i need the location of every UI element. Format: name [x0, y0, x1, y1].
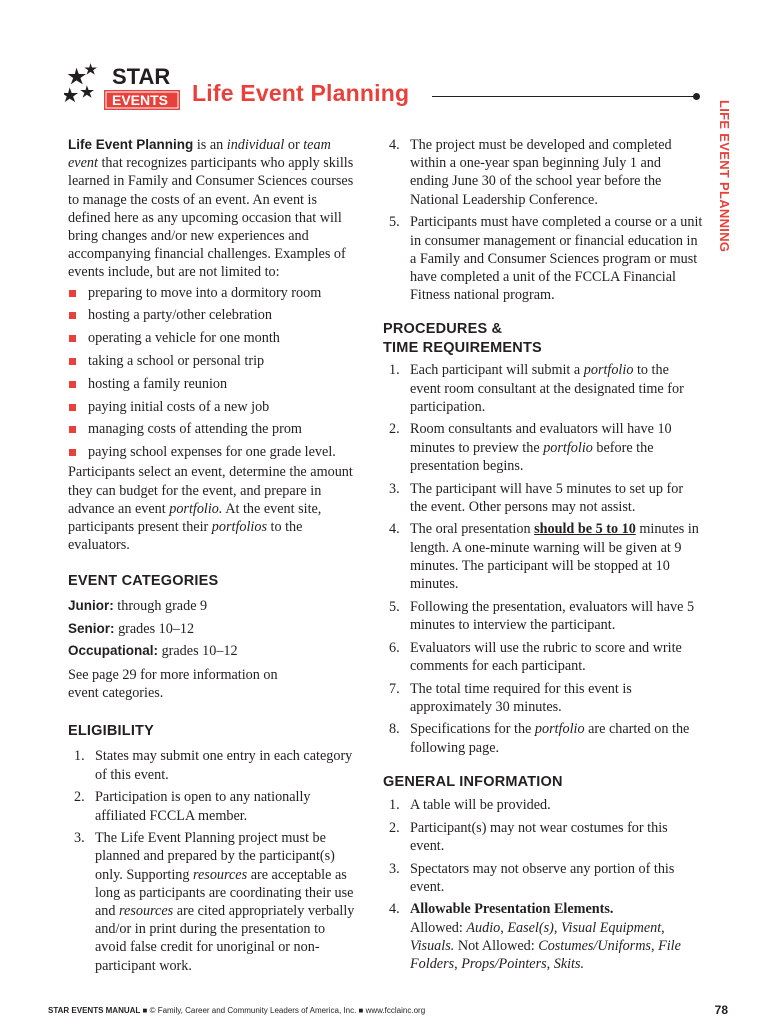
category-row	[68, 597, 360, 615]
list-item: 6. Evaluators will use the rubric to score and write comments for each participant.	[389, 639, 682, 674]
item-text: resources	[193, 866, 248, 883]
item-text: Not Allowed:	[454, 937, 539, 954]
item-text: before the presentation begins.	[410, 439, 654, 474]
list-item: 4. The oral presentation should be 5 to 10 minutes in length. A one-minute warning will be given at 9 minutes. The participant will be stopped at 10 minutes.	[389, 521, 699, 593]
category-value: grades 10–12	[158, 642, 238, 659]
item-text: ,	[454, 956, 462, 973]
list-item: 3. Spectators may not observe any portion of this event.	[389, 860, 675, 895]
list-item: 5. Following the presentation, evaluators will have 5 minutes to interview the participant.	[389, 598, 695, 633]
page-number: 78	[714, 1003, 728, 1017]
item-text: resources	[119, 903, 174, 920]
list-item: 4. The project must be developed and completed within a one-year span beginning July 1 and ending June 30 of the school year before the National Leadership Conference.	[389, 137, 672, 208]
list-item: taking a school or personal trip	[68, 352, 360, 370]
category-value: through grade 9	[113, 598, 208, 615]
item-text: Following the presentation, evaluators will have 5 minutes to interview the participant.	[410, 598, 695, 633]
list-item: 2. Participation is open to any nationally affiliated FCCLA member.	[74, 789, 311, 824]
item-text: are charted on the following page.	[410, 721, 690, 756]
list-item: preparing to move into a dormitory room	[68, 284, 360, 302]
item-text: Audio	[466, 919, 501, 936]
paragraph-text: portfolio.	[169, 500, 223, 517]
list-item: 2. Room consultants and evaluators will have 10 minutes to preview the portfolio before the presentation begins.	[389, 421, 672, 474]
item-text: The participant will have 5 minutes to set up for the event. Other persons may not assist.	[410, 480, 684, 515]
item-text: Room consultants and evaluators will have 10 minutes to preview the	[410, 421, 672, 456]
item-text: Skits.	[553, 956, 585, 973]
item-text: to the event room consultant at the designated time for participation.	[410, 362, 684, 415]
item-text: The oral presentation	[410, 521, 535, 538]
title-rule	[432, 96, 695, 97]
title-rule-dot	[693, 93, 700, 100]
list-item: paying initial costs of a new job	[68, 398, 360, 416]
list-item: paying school expenses for one grade level.	[68, 443, 360, 461]
item-text: minutes in length. A one-minute warning will be given at 9 minutes. The participant will be stopped at 10 minutes.	[410, 521, 699, 593]
item-text: Participants must have completed a course or a unit in consumer management or financial education in a Family and Consumer Sciences program or must have completed a unit of the FCCLA Financial Fitness national program.	[410, 214, 703, 304]
item-text: portfolio	[543, 439, 593, 456]
category-label: Occupational:	[68, 642, 159, 658]
svg-text:EVENTS: EVENTS	[112, 92, 169, 108]
item-text: Allowable Presentation Elements.	[410, 901, 614, 918]
procedures-list	[383, 361, 703, 757]
list-item: 1. Each participant will submit a portfolio to the event room consultant at the designated time for participation.	[389, 362, 684, 415]
examples-list	[68, 284, 360, 462]
item-text: Each participant will submit a	[410, 362, 584, 379]
svg-text:STAR: STAR	[112, 64, 171, 89]
section-heading-procedures: TIME REQUIREMENTS	[383, 340, 542, 357]
section-heading-procedures: PROCEDURES &	[383, 321, 503, 338]
item-text: should be 5 to 10	[534, 521, 636, 538]
intro-text: is an	[193, 137, 227, 153]
item-text: Easel(s)	[507, 919, 554, 936]
list-item: 7. The total time required for this event is approximately 30 minutes.	[389, 680, 632, 715]
left-column	[68, 136, 360, 979]
item-text: Evaluators will use the rubric to score and write comments for each participant.	[410, 639, 682, 674]
list-item: hosting a family reunion	[68, 375, 360, 393]
page-title: Life Event Planning	[192, 80, 410, 106]
intro-text: individual	[226, 137, 285, 153]
item-text: ,	[661, 919, 665, 936]
section-heading-general: GENERAL INFORMATION	[383, 773, 563, 790]
star-events-logo	[64, 62, 182, 114]
section-heading-eligibility: ELIGIBILITY	[68, 723, 154, 740]
right-column	[383, 136, 703, 978]
eligibility-list	[68, 747, 360, 974]
category-label: Junior:	[68, 598, 114, 614]
item-text: Visual Equipment	[560, 919, 662, 936]
item-text: States may submit one entry in each category of this event.	[95, 748, 353, 783]
item-text: portfolio	[583, 362, 634, 379]
item-text: are acceptable as long as participants are coordinating their use and	[95, 866, 354, 920]
page-footer	[48, 1003, 728, 1017]
item-text: A table will be provided.	[410, 796, 551, 813]
list-item: hosting a party/other celebration	[68, 306, 360, 324]
item-text: Allowed:	[410, 919, 467, 936]
category-value: grades 10–12	[114, 620, 195, 637]
list-item: 2. Participant(s) may not wear costumes for this event.	[389, 819, 668, 854]
categories-note: See page 29 for more information on event categories.	[68, 667, 278, 702]
list-item: 1. States may submit one entry in each category of this event.	[74, 748, 353, 783]
section-heading-categories: EVENT CATEGORIES	[68, 573, 219, 590]
list-item: managing costs of attending the prom	[68, 420, 360, 438]
category-row	[68, 620, 360, 638]
item-text: Props/Pointers	[461, 956, 547, 973]
category-label: Senior:	[68, 620, 115, 636]
item-text: The project must be developed and completed within a one-year span beginning July 1 and ending June 30 of the school year before the National Leadership Conference.	[410, 137, 672, 208]
intro-text: team event	[68, 137, 331, 172]
intro-text: or	[284, 137, 304, 153]
item-text: The total time required for this event is approximately 30 minutes.	[410, 680, 632, 715]
item-text: Costumes/Uniforms	[538, 937, 651, 954]
after-paragraph	[68, 463, 360, 554]
footer-text	[48, 1006, 425, 1015]
list-item: 5. Participants must have completed a course or a unit in consumer management or financial education in a Family and Consumer Sciences program or must have completed a unit of the FCCLA Financial Fitness national program.	[389, 214, 703, 304]
list-item: 1. A table will be provided.	[389, 796, 551, 813]
list-item: 3. The participant will have 5 minutes to set up for the event. Other persons may not assist.	[389, 480, 684, 515]
item-text: ,	[546, 956, 554, 973]
list-item: operating a vehicle for one month	[68, 329, 360, 347]
list-item: 4. Allowable Presentation Elements. Allowed: Audio, Easel(s), Visual Equipment, Visuals. Not Allowed: Costumes/Uniforms, File Folders, Props/Pointers, Skits.	[389, 901, 681, 973]
item-text: ,	[500, 919, 508, 936]
item-text: Spectators may not observe any portion of this event.	[410, 860, 675, 895]
list-item: 3. The Life Event Planning project must be planned and prepared by the participant(s) only. Supporting resources are acceptable as long as participants are coordinating their use and resources are cited appropriately verbally and/or in print during the presentation to avoid false credit for unoriginal or non-participant work.	[74, 830, 355, 974]
category-row	[68, 642, 360, 660]
item-text: ,	[553, 919, 561, 936]
intro-paragraph	[68, 136, 360, 282]
footer-website: www.fcclainc.org	[365, 1006, 426, 1015]
general-list	[383, 796, 703, 973]
eligibility-list-continued	[383, 136, 703, 304]
paragraph-text: At the event site, participants present their	[68, 500, 322, 536]
item-text: Participant(s) may not wear costumes for this event.	[410, 819, 668, 854]
list-item: 8. Specifications for the portfolio are charted on the following page.	[389, 721, 690, 756]
item-text: ,	[650, 937, 659, 954]
side-label	[710, 100, 734, 290]
event-name: Life Event Planning	[68, 137, 194, 152]
footer-manual: STAR EVENTS MANUAL	[48, 1006, 141, 1015]
item-text: are cited appropriately verbally and/or in print during the presentation to avoid false credit for unoriginal or non-participant work.	[95, 903, 355, 974]
item-text: Participation is open to any nationally affiliated FCCLA member.	[95, 789, 311, 824]
side-label-text: LIFE EVENT PLANNING	[717, 100, 732, 253]
paragraph-text: portfolios	[211, 519, 267, 536]
item-text: Specifications for the	[410, 721, 535, 738]
intro-text: that recognizes participants who apply skills learned in Family and Consumer Sciences courses to manage the costs of an event. An event is defined here as any upcoming occasion that will bring changes and/or new experiences and accompanying financial challenges. Examples of events include, but are not limited to:	[68, 155, 354, 281]
item-text: Visuals.	[410, 937, 455, 954]
item-text: The Life Event Planning project must be planned and prepared by the participant(s) only. Supporting	[95, 830, 335, 883]
item-text: portfolio	[534, 721, 585, 738]
footer-copyright: ■ © Family, Career and Community Leaders of America, Inc. ■	[140, 1006, 366, 1015]
paragraph-text: to the evaluators.	[68, 519, 303, 554]
paragraph-text: Participants select an event, determine the amount they can budget for the event, and prepare in advance an event	[68, 464, 353, 517]
item-text: File Folders	[410, 937, 681, 973]
